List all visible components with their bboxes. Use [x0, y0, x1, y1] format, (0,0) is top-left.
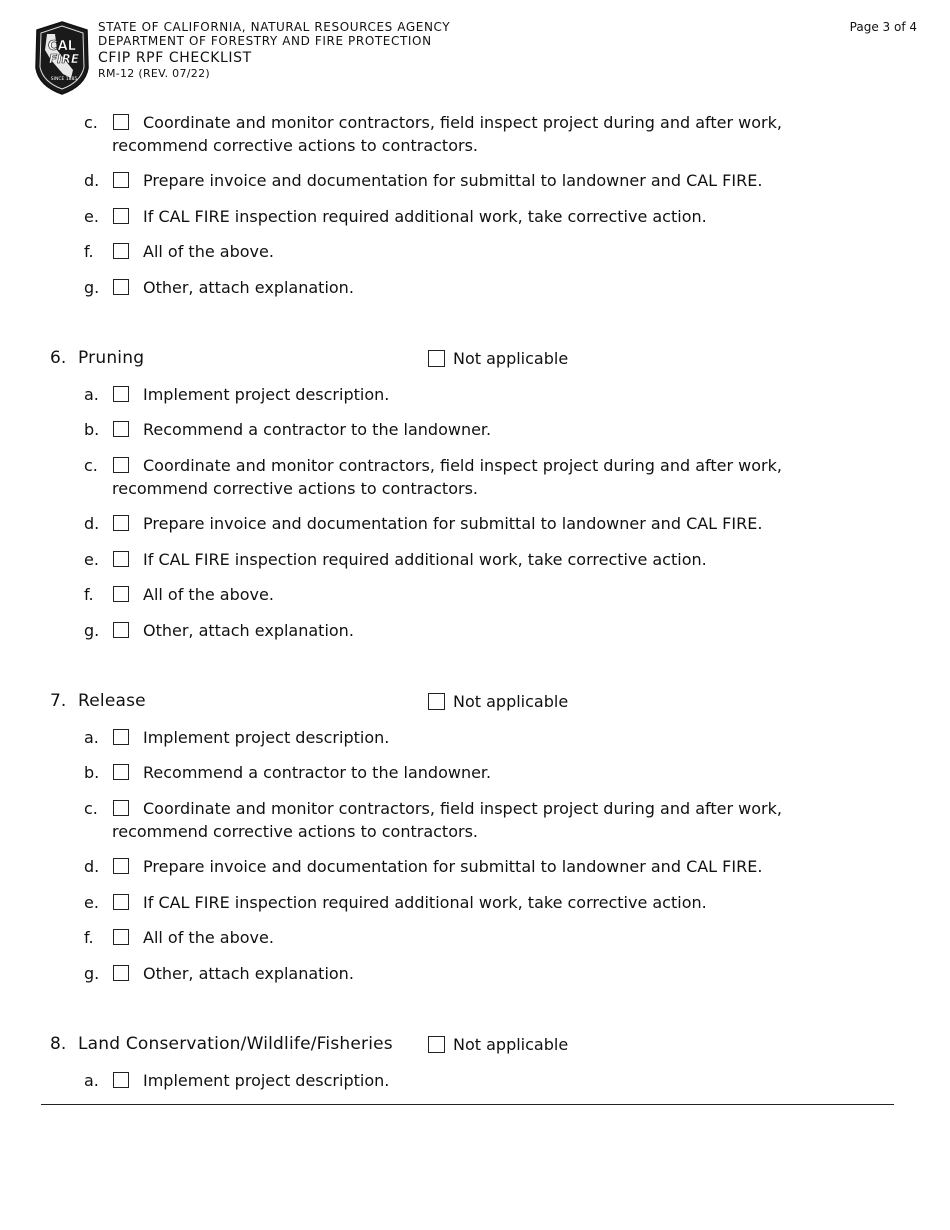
- agency-line-1: STATE OF CALIFORNIA, NATURAL RESOURCES AGENCY: [98, 20, 451, 34]
- item-text: Prepare invoice and documentation for submittal to landowner and CAL FIRE.: [143, 514, 763, 533]
- item-checkbox[interactable]: [113, 208, 129, 224]
- form-header: [33, 18, 923, 98]
- item-letter: a.: [84, 1071, 99, 1090]
- section-title: Release: [78, 691, 146, 711]
- item-checkbox[interactable]: [113, 279, 129, 295]
- seal-text-sub: FIRE: [48, 52, 80, 66]
- item-text-continued: recommend corrective actions to contractors.: [112, 479, 478, 498]
- item-letter: a.: [84, 728, 99, 747]
- form-number: RM-12 (REV. 07/22): [98, 67, 210, 80]
- item-text: If CAL FIRE inspection required additional work, take corrective action.: [143, 550, 707, 569]
- not-applicable-checkbox[interactable]: [428, 1036, 445, 1053]
- item-checkbox[interactable]: [113, 622, 129, 638]
- item-checkbox[interactable]: [113, 243, 129, 259]
- not-applicable-label: Not applicable: [453, 1035, 569, 1054]
- item-checkbox[interactable]: [113, 172, 129, 188]
- agency-line-2: DEPARTMENT OF FORESTRY AND FIRE PROTECTION: [98, 34, 432, 48]
- item-text: Implement project description.: [143, 385, 390, 404]
- item-checkbox[interactable]: [113, 1072, 129, 1088]
- item-text: All of the above.: [143, 928, 274, 947]
- item-checkbox[interactable]: [113, 551, 129, 567]
- seal-since-text: SINCE 1885: [50, 77, 78, 82]
- section-number: 8.: [50, 1034, 67, 1054]
- item-checkbox[interactable]: [113, 764, 129, 780]
- item-checkbox[interactable]: [113, 515, 129, 531]
- item-text: If CAL FIRE inspection required additional work, take corrective action.: [143, 207, 707, 226]
- item-checkbox[interactable]: [113, 586, 129, 602]
- item-text-continued: recommend corrective actions to contractors.: [112, 136, 478, 155]
- seal-text-main: CAL: [48, 39, 76, 54]
- item-letter: e.: [84, 893, 99, 912]
- item-text: Coordinate and monitor contractors, field inspect project during and after work,: [143, 456, 782, 475]
- item-letter: f.: [84, 585, 94, 604]
- item-checkbox[interactable]: [113, 457, 129, 473]
- item-text: All of the above.: [143, 242, 274, 261]
- not-applicable-label: Not applicable: [453, 349, 569, 368]
- page-divider: [41, 1104, 894, 1105]
- form-title: CFIP RPF CHECKLIST: [98, 50, 252, 66]
- item-text: Other, attach explanation.: [143, 964, 354, 983]
- item-letter: d.: [84, 514, 100, 533]
- item-text: Other, attach explanation.: [143, 278, 354, 297]
- item-text: All of the above.: [143, 585, 274, 604]
- item-text: If CAL FIRE inspection required additional work, take corrective action.: [143, 893, 707, 912]
- item-letter: a.: [84, 385, 99, 404]
- item-checkbox[interactable]: [113, 421, 129, 437]
- agency-name: [98, 20, 450, 48]
- item-letter: b.: [84, 763, 100, 782]
- item-letter: e.: [84, 550, 99, 569]
- section-number: 7.: [50, 691, 67, 711]
- item-checkbox[interactable]: [113, 729, 129, 745]
- item-letter: c.: [84, 799, 98, 818]
- item-text-continued: recommend corrective actions to contractors.: [112, 822, 478, 841]
- item-letter: g.: [84, 278, 100, 297]
- item-letter: c.: [84, 113, 98, 132]
- not-applicable-label: Not applicable: [453, 692, 569, 711]
- item-checkbox[interactable]: [113, 858, 129, 874]
- item-letter: g.: [84, 964, 100, 983]
- item-checkbox[interactable]: [113, 929, 129, 945]
- item-checkbox[interactable]: [113, 386, 129, 402]
- item-text: Implement project description.: [143, 728, 390, 747]
- item-letter: f.: [84, 928, 94, 947]
- not-applicable-checkbox[interactable]: [428, 350, 445, 367]
- item-letter: d.: [84, 857, 100, 876]
- cal-fire-seal-icon: [33, 20, 91, 96]
- item-text: Other, attach explanation.: [143, 621, 354, 640]
- page-number: Page 3 of 4: [849, 20, 917, 34]
- section-title: Land Conservation/Wildlife/Fisheries: [78, 1034, 393, 1054]
- item-text: Coordinate and monitor contractors, field inspect project during and after work,: [143, 113, 782, 132]
- item-checkbox[interactable]: [113, 894, 129, 910]
- item-letter: g.: [84, 621, 100, 640]
- item-checkbox[interactable]: [113, 800, 129, 816]
- section-number: 6.: [50, 348, 67, 368]
- item-text: Coordinate and monitor contractors, field inspect project during and after work,: [143, 799, 782, 818]
- item-text: Recommend a contractor to the landowner.: [143, 420, 492, 439]
- item-text: Implement project description.: [143, 1071, 390, 1090]
- item-letter: d.: [84, 171, 100, 190]
- section-title: Pruning: [78, 348, 145, 368]
- item-text: Prepare invoice and documentation for submittal to landowner and CAL FIRE.: [143, 171, 763, 190]
- item-text: Prepare invoice and documentation for submittal to landowner and CAL FIRE.: [143, 857, 763, 876]
- item-checkbox[interactable]: [113, 965, 129, 981]
- item-checkbox[interactable]: [113, 114, 129, 130]
- item-letter: b.: [84, 420, 100, 439]
- not-applicable-checkbox[interactable]: [428, 693, 445, 710]
- item-text: Recommend a contractor to the landowner.: [143, 763, 492, 782]
- item-letter: e.: [84, 207, 99, 226]
- item-letter: f.: [84, 242, 94, 261]
- item-letter: c.: [84, 456, 98, 475]
